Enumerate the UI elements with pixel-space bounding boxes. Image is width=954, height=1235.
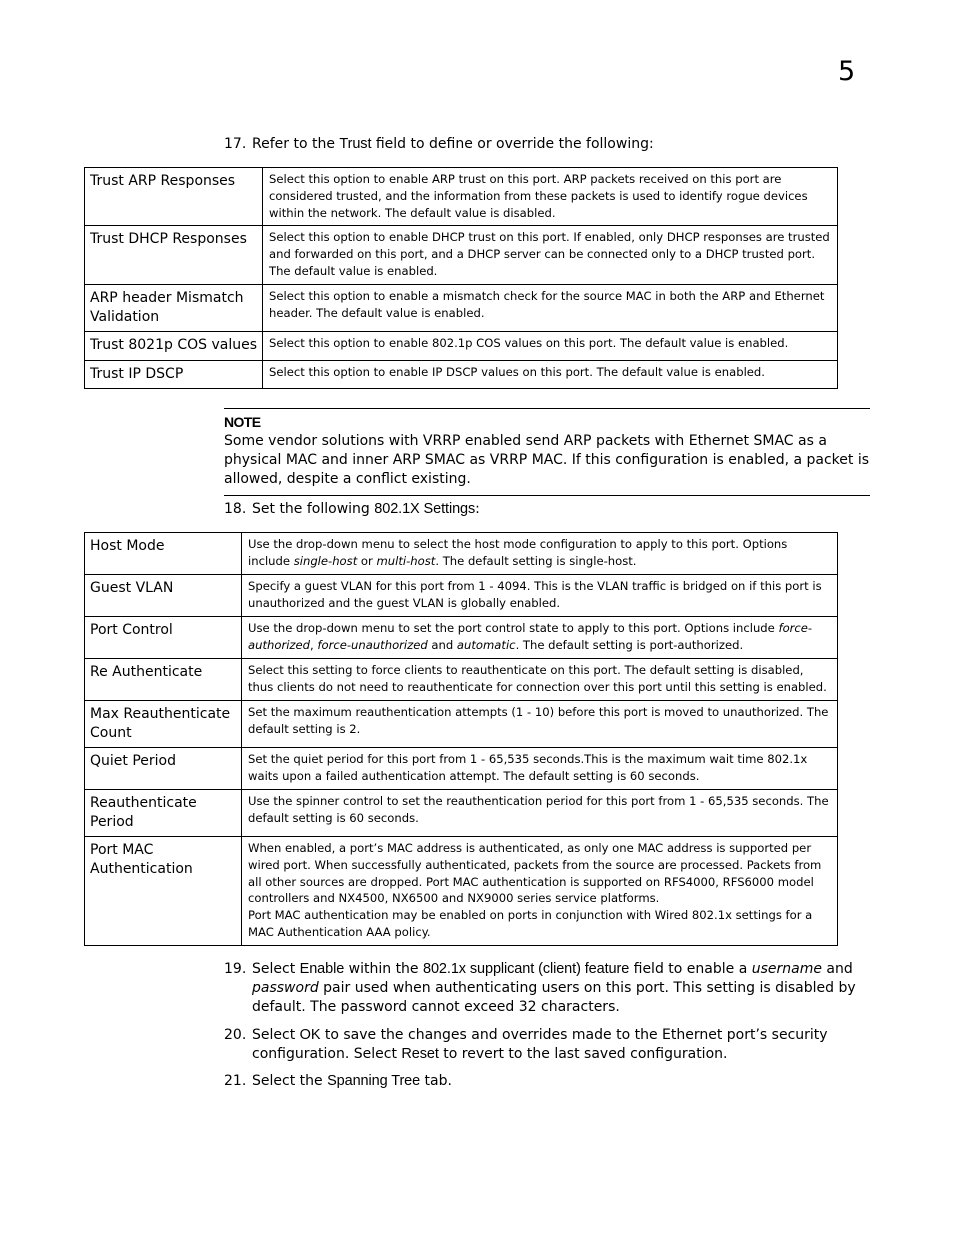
table-row [85,285,838,332]
note-text: Some vendor solutions with VRRP enabled send ARP packets with Ethernet SMAC as a physical MAC and inner ARP SMAC as VRRP MAC. If this configuration is enabled, a packet is allowed, despite a conflict existing. [224,433,870,487]
term-cell: Reauthenticate Period [85,790,242,837]
button-name-reset: Reset [401,1046,439,1062]
field-name-enable: Enable [299,961,345,977]
chapter-number: 5 [838,56,856,87]
table-row [85,575,838,617]
table-row [85,837,838,946]
term-cell: Port Control [85,617,242,659]
step-number: 20. [224,1027,247,1043]
description-cell: When enabled, a port’s MAC address is authenticated, as only one MAC address is supported per wired port. When successfully authenticated, packets from the source are processed. Packets from all other sources are dropped. Port MAC authentication is supported on RFS4000, RFS6000 model controllers and NX4500, NX6500 and NX9000 series service platforms. Port MAC authentication may be enabled on ports in conjunction with Wired 802.1x settings for a MAC Authentication AAA policy. [242,837,838,946]
field-name-supplicant: 802.1x supplicant (client) feature [423,961,630,977]
step-18 [224,500,870,519]
description-cell: Select this option to enable DHCP trust on this port. If enabled, only DHCP responses are trusted and forwarded on this port, and a DHCP server can be connected only to a DHCP trusted port. The default value is enabled. [263,226,838,285]
note-label: NOTE [224,414,261,430]
button-name-ok: OK [299,1027,321,1043]
description-cell: Select this option to enable IP DSCP values on this port. The default value is enabled. [263,360,838,389]
table-row [85,659,838,701]
step-text: Select Enable within the 802.1x supplicant (client) feature field to enable a username and password pair used when authenticating users on this port. This setting is disabled by default. The password cannot exceed 32 characters. [252,961,856,1015]
step-number: 18. [224,501,247,517]
term-cell: Quiet Period [85,748,242,790]
description-cell: Use the drop-down menu to set the port control state to apply to this port. Options include force-authorized, force-unauthorized and automatic. The default setting is port-authorized. [242,617,838,659]
dot1x-settings-table [84,532,838,946]
step-number: 19. [224,961,247,977]
description-cell: Use the drop-down menu to select the host mode configuration to apply to this port. Options include single-host or multi-host. The default setting is single-host. [242,533,838,575]
step-number: 17. [224,136,247,152]
note-box [224,408,870,496]
field-name-8021x-settings: 802.1X Settings [374,501,476,517]
step-text: Select the Spanning Tree tab. [252,1073,452,1089]
term-cell: Trust IP DSCP [85,360,263,389]
table-row [85,168,838,226]
term-cell: Host Mode [85,533,242,575]
step-text: Set the following 802.1X Settings: [252,501,480,517]
description-cell: Set the quiet period for this port from 1 - 65,535 seconds.This is the maximum wait time 802.1x waits upon a failed authentication attempt. The default setting is 60 seconds. [242,748,838,790]
step-17 [224,135,870,154]
trust-settings-table [84,167,838,389]
term-cell: ARP header Mismatch Validation [85,285,263,332]
description-cell: Specify a guest VLAN for this port from 1 - 4094. This is the VLAN traffic is bridged on if this port is unauthorized and the guest VLAN is globally enabled. [242,575,838,617]
tab-name-spanning-tree: Spanning Tree [327,1073,421,1089]
table-row [85,360,838,389]
step-text: Refer to the Trust field to define or override the following: [252,136,654,152]
table-row [85,226,838,285]
table-row [85,533,838,575]
step-number: 21. [224,1073,247,1089]
step-21 [224,1072,870,1091]
term-cell: Max Reauthenticate Count [85,701,242,748]
term-cell: Re Authenticate [85,659,242,701]
table-row [85,790,838,837]
term-cell: Trust ARP Responses [85,168,263,226]
step-text: Select OK to save the changes and overrides made to the Ethernet port’s security configuration. Select Reset to revert to the last saved configuration. [252,1027,828,1062]
description-cell: Use the spinner control to set the reauthentication period for this port from 1 - 65,535 seconds. The default setting is 60 seconds. [242,790,838,837]
table-row [85,332,838,361]
table-row [85,617,838,659]
term-cell: Port MAC Authentication [85,837,242,946]
description-cell: Set the maximum reauthentication attempts (1 - 10) before this port is moved to unauthorized. The default setting is 2. [242,701,838,748]
field-name-trust: Trust [339,136,372,152]
description-cell: Select this option to enable 802.1p COS values on this port. The default value is enabled. [263,332,838,361]
step-19 [224,960,870,1017]
table-row [85,701,838,748]
term-cell: Trust DHCP Responses [85,226,263,285]
table-row [85,748,838,790]
term-cell: Trust 8021p COS values [85,332,263,361]
description-cell: Select this setting to force clients to reauthenticate on this port. The default setting is disabled, thus clients do not need to reauthenticate for connection over this port until this setting is enabled. [242,659,838,701]
step-20 [224,1026,870,1064]
term-cell: Guest VLAN [85,575,242,617]
description-cell: Select this option to enable a mismatch check for the source MAC in both the ARP and Ethernet header. The default value is enabled. [263,285,838,332]
description-cell: Select this option to enable ARP trust on this port. ARP packets received on this port are considered trusted, and the information from these packets is used to identify rogue devices within the network. The default value is disabled. [263,168,838,226]
